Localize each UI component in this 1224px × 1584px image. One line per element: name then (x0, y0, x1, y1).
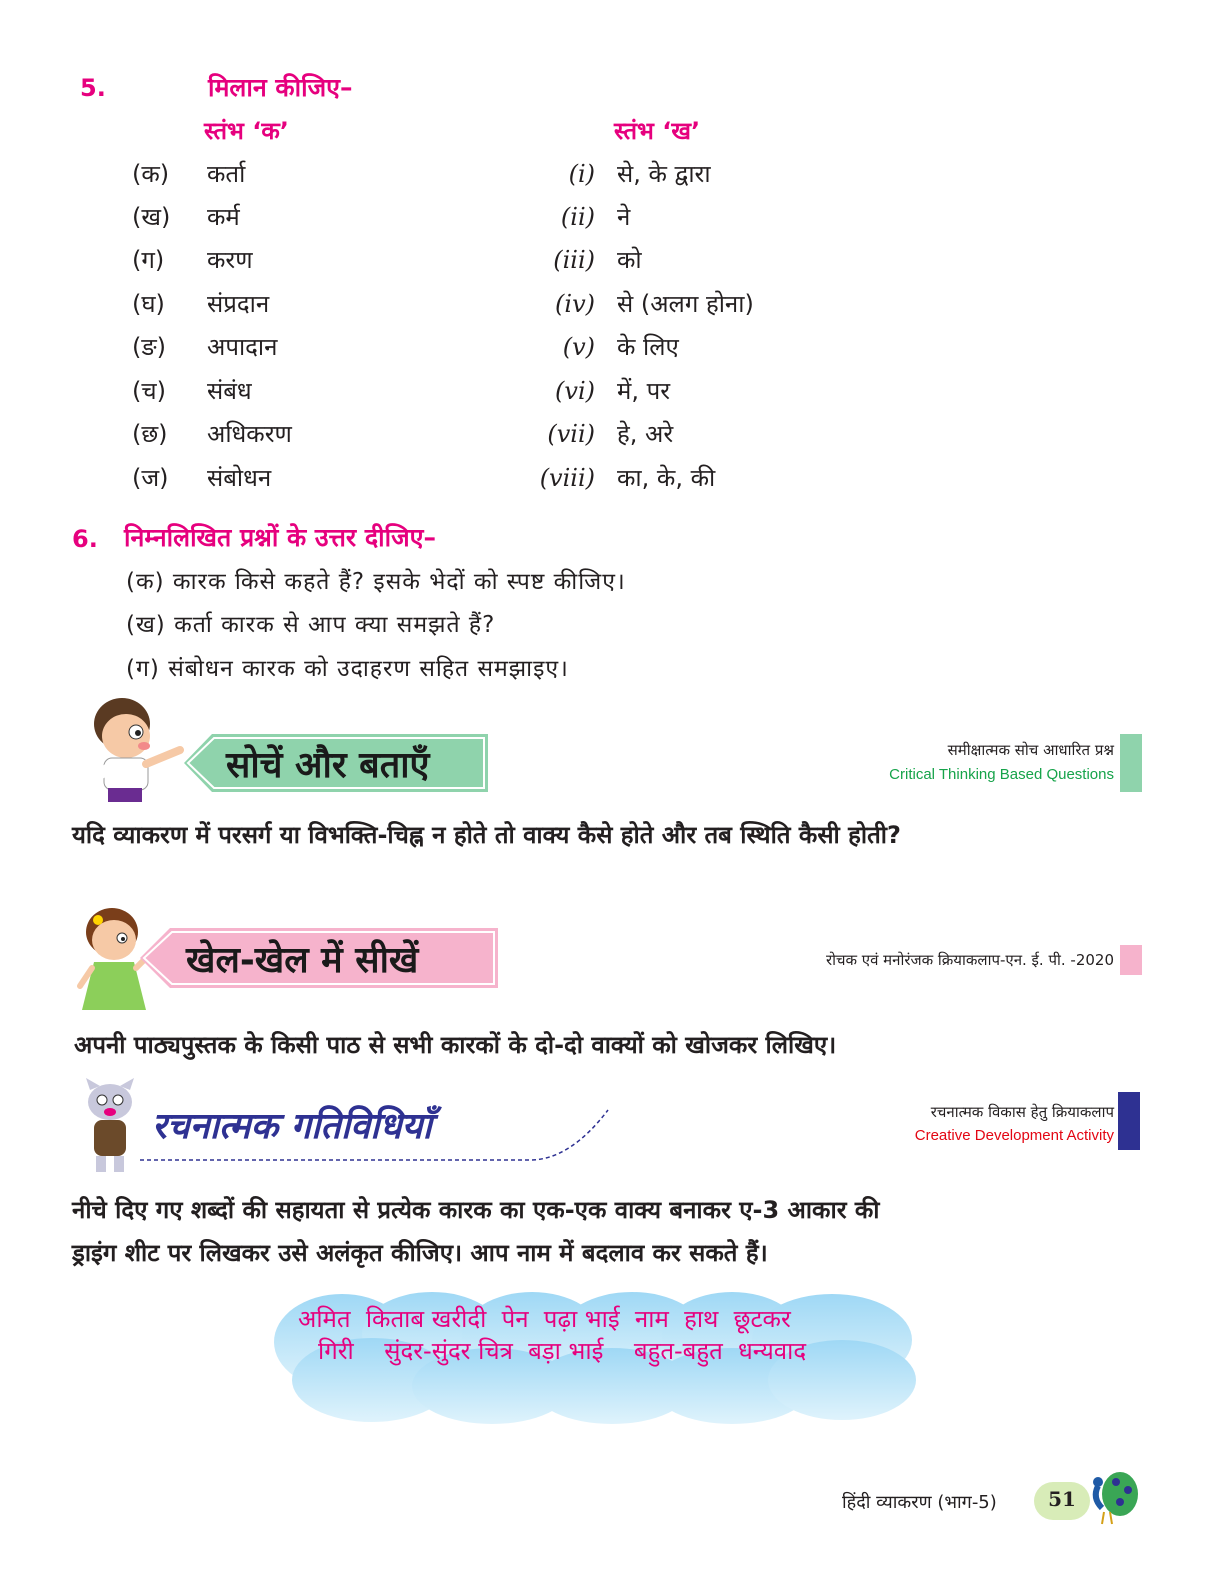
col-b-item: (v) के लिए (562, 333, 679, 361)
creative-instruction-line1: नीचे दिए गए शब्दों की सहायता से प्रत्येक कारक का एक-एक वाक्य बनाकर ए-3 आकार की (72, 1196, 880, 1224)
creative-note-en: Creative Development Activity (914, 1127, 1114, 1144)
q6-item: (क) कारक किसे कहते हैं? इसके भेदों को स्पष्ट कीजिए। (126, 569, 626, 595)
col-b-item: (iii) को (553, 246, 642, 274)
play-accent-bar (1120, 945, 1142, 975)
peacock-icon (1084, 1468, 1140, 1526)
play-note-hi: रोचक एवं मनोरंजक क्रियाकलाप-एन. ई. पी. -2020 (825, 951, 1114, 969)
creative-instruction-line2: ड्राइंग शीट पर लिखकर उसे अलंकृत कीजिए। आप नाम में बदलाव कर सकते हैं। (72, 1239, 768, 1267)
q5-col-a-title: स्तंभ ‘क’ (204, 117, 289, 145)
col-b-item: (vii) हे, अरे (547, 420, 674, 448)
think-note-en: Critical Thinking Based Questions (889, 766, 1114, 783)
page-number: 51 (1048, 1487, 1076, 1511)
col-b-item: (viii) का, के, की (539, 464, 716, 492)
cat-illustration (74, 1078, 148, 1174)
q6-title: निम्नलिखित प्रश्नों के उत्तर दीजिए– (124, 523, 436, 552)
creative-banner-title: रचनात्मक गतिविधियाँ (152, 1106, 432, 1147)
play-question: अपनी पाठ्यपुस्तक के किसी पाठ से सभी कारकों के दो-दो वाक्यों को खोजकर लिखिए। (74, 1031, 837, 1059)
boy-illustration (80, 692, 190, 804)
col-b-item: (i) से, के द्वारा (568, 160, 711, 188)
q6-number: 6. (72, 525, 98, 553)
footer-book-title: हिंदी व्याकरण (भाग-5) (842, 1492, 997, 1513)
play-banner-title: खेल-खेल में सीखें (186, 940, 419, 981)
creative-accent-bar (1118, 1092, 1140, 1150)
col-b-item: (iv) से (अलग होना) (555, 290, 754, 318)
q5-title: मिलान कीजिए– (208, 73, 353, 102)
cloud-words-line1: अमित किताब खरीदी पेन पढ़ा भाई नाम हाथ छूटकर (298, 1305, 791, 1333)
think-banner-title: सोचें और बताएँ (226, 745, 430, 786)
q6-item: (ग) संबोधन कारक को उदाहरण सहित समझाइए। (126, 656, 569, 682)
col-b-item: (ii) ने (560, 203, 631, 231)
q5-number: 5. (80, 74, 106, 102)
think-question: यदि व्याकरण में परसर्ग या विभक्ति-चिह्न न होते तो वाक्य कैसे होते और तब स्थिति कैसी होती? (72, 821, 901, 849)
q5-col-b-title: स्तंभ ‘ख’ (614, 117, 701, 145)
q6-item: (ख) कर्ता कारक से आप क्या समझते हैं? (126, 612, 496, 638)
think-accent-bar (1120, 734, 1142, 792)
creative-note-hi: रचनात्मक विकास हेतु क्रियाकलाप (930, 1103, 1114, 1121)
cloud-words-line2: गिरी सुंदर-सुंदर चित्र बड़ा भाई बहुत-बहुत धन्यवाद (318, 1337, 807, 1365)
think-note-hi: समीक्षात्मक सोच आधारित प्रश्न (947, 741, 1114, 759)
col-b-item: (vi) में, पर (555, 377, 671, 405)
